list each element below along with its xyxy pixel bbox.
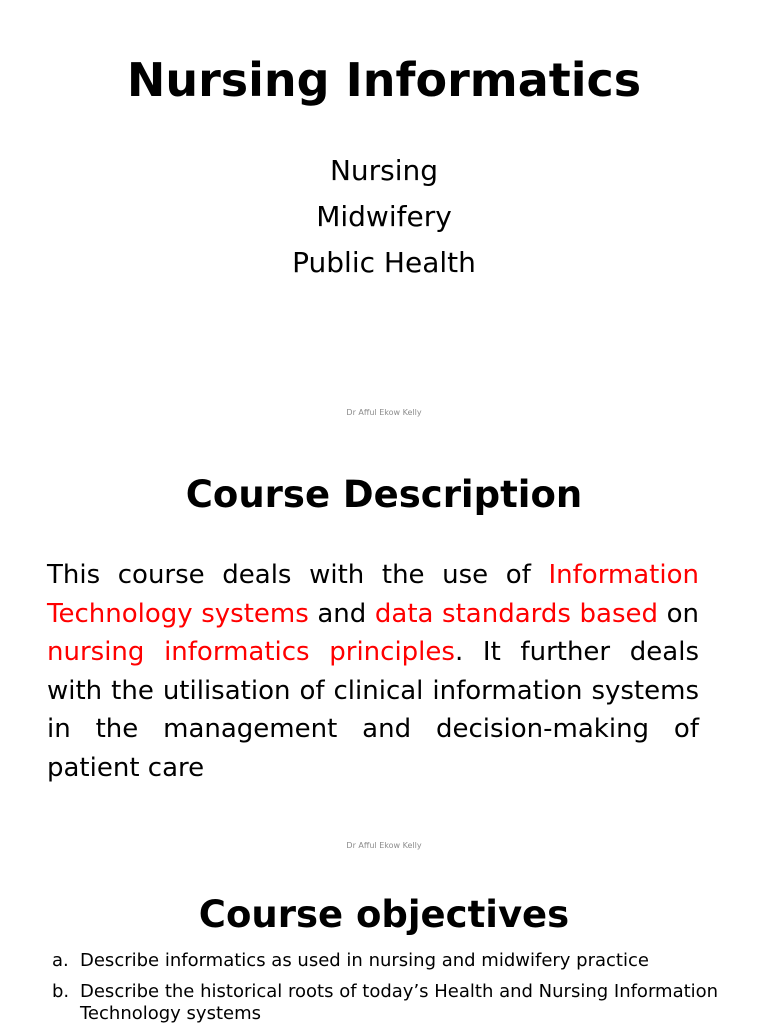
slide-title-heading: Nursing Informatics	[126, 53, 642, 107]
program-list	[0, 148, 768, 286]
objective-item	[52, 981, 732, 1025]
program-item-public-health: Public Health	[292, 246, 476, 279]
description-segment: and	[308, 598, 375, 629]
course-description-heading: Course Description	[185, 473, 583, 516]
course-objectives-heading: Course objectives	[198, 893, 570, 936]
objectives-list	[52, 950, 732, 1034]
course-description-text	[47, 556, 699, 787]
objective-text: Describe the historical roots of today’s Health and Nursing Information Technology systems	[80, 981, 719, 1024]
description-highlight: data standards based	[374, 598, 658, 629]
description-segment: . It further deals with the utilisation of clinical information systems in the management and decision-making of patient care	[47, 637, 699, 783]
slide-course-objectives	[0, 864, 768, 1024]
objective-item	[52, 950, 732, 972]
slide-footer-author: Dr Afful Ekow Kelly	[346, 841, 422, 850]
description-segment: on	[658, 598, 699, 629]
objective-marker: a.	[52, 950, 69, 971]
program-item-midwifery: Midwifery	[316, 200, 452, 233]
objective-marker: b.	[52, 981, 70, 1002]
description-highlight: Information Technology systems	[47, 560, 699, 629]
description-segment: This course deals with the use of	[47, 560, 549, 590]
objective-text: Describe informatics as used in nursing and midwifery practice	[80, 950, 649, 971]
slide-course-description	[0, 432, 768, 864]
program-item-nursing: Nursing	[329, 154, 439, 187]
slide-title	[0, 0, 768, 432]
slide-footer-author: Dr Afful Ekow Kelly	[346, 408, 422, 417]
description-highlight: nursing informatics principles	[47, 637, 455, 667]
